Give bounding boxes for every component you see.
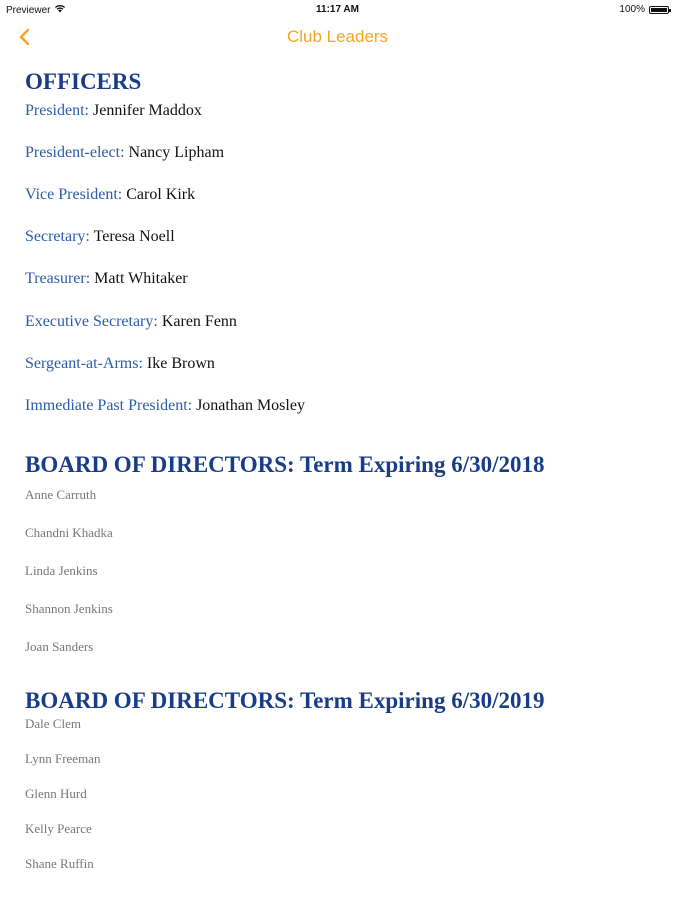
- officer-list: [25, 100, 655, 438]
- battery-percent: 100%: [619, 4, 645, 15]
- board-member: Kelly Pearce: [25, 821, 92, 837]
- officer-role: Secretary:: [25, 228, 90, 246]
- officers-title: OFFICERS: [25, 69, 142, 94]
- content: [25, 68, 655, 891]
- officer-name: Karen Fenn: [157, 312, 237, 330]
- status-bar: [0, 0, 675, 20]
- status-right: [619, 4, 669, 15]
- officer-row-treasurer: [25, 268, 655, 310]
- officer-role: President:: [25, 101, 89, 119]
- officer-name: Nancy Lipham: [124, 143, 225, 161]
- officer-role: Immediate Past President:: [25, 396, 193, 414]
- status-time: 11:17 AM: [316, 4, 359, 15]
- officer-row-immediate-past-president: [25, 395, 655, 437]
- officer-name: Teresa Noell: [89, 228, 175, 246]
- officer-name: Ike Brown: [142, 354, 215, 372]
- officer-role: Executive Secretary:: [25, 312, 158, 330]
- board-member: Dale Clem: [25, 716, 81, 732]
- board-member: Glenn Hurd: [25, 786, 87, 802]
- officer-role: Sergeant-at-Arms:: [25, 354, 143, 372]
- officer-name: Carol Kirk: [122, 185, 196, 203]
- officer-row-president: [25, 100, 655, 142]
- officer-role: Treasurer:: [25, 270, 91, 288]
- board-member: Joan Sanders: [25, 638, 94, 654]
- board-2018-list: [25, 487, 655, 677]
- battery-fill: [651, 8, 667, 12]
- officer-row-executive-secretary: [25, 311, 655, 353]
- carrier-label: Previewer: [6, 4, 51, 16]
- officer-name: Jonathan Mosley: [192, 396, 305, 414]
- board-member: Linda Jenkins: [25, 562, 98, 578]
- officer-row-vice-president: [25, 184, 655, 226]
- board-2019-list: [25, 716, 655, 891]
- board-member: Shane Ruffin: [25, 856, 94, 872]
- board-member: Lynn Freeman: [25, 751, 101, 767]
- officer-row-secretary: [25, 226, 655, 268]
- nav-title: Club Leaders: [286, 27, 389, 46]
- board-member: Chandni Khadka: [25, 524, 113, 540]
- board-member: Anne Carruth: [25, 486, 97, 502]
- officer-row-president-elect: [25, 142, 655, 184]
- officer-role: Vice President:: [25, 185, 123, 203]
- officer-name: Jennifer Maddox: [89, 101, 202, 119]
- board-2018-title: BOARD OF DIRECTORS: Term Expiring 6/30/2018: [25, 452, 545, 478]
- battery-icon: [649, 6, 669, 14]
- officer-row-sergeant-at-arms: [25, 353, 655, 395]
- officer-name: Matt Whitaker: [90, 270, 188, 288]
- board-member: Shannon Jenkins: [25, 600, 113, 616]
- officer-role: President-elect:: [25, 143, 125, 161]
- navigation-bar: [0, 20, 675, 56]
- board-2019-title: BOARD OF DIRECTORS: Term Expiring 6/30/2019: [25, 687, 545, 713]
